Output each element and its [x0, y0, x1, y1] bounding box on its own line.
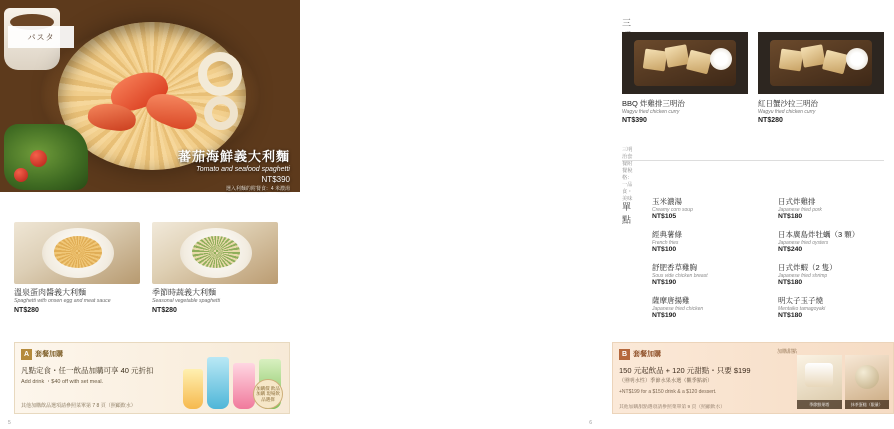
promo-b-line3: +NT$199 for a $150 drink & a $120 dessert.	[619, 389, 717, 395]
item-name-en: Japanese fried oysters	[778, 240, 829, 246]
promo-box-a	[14, 342, 290, 414]
side-bowl	[846, 48, 868, 70]
list-item	[652, 229, 762, 253]
promo-b-title: 套餐加購	[633, 351, 661, 358]
category-tab-pasta	[8, 26, 74, 48]
pasta-dish-list	[14, 222, 290, 314]
hero-name-en: Tomato and seafood spaghetti	[196, 166, 290, 173]
item-name-en: Creamy corn soup	[652, 207, 693, 213]
combo-name-en: Wagyu fried chicken curry	[758, 109, 816, 115]
item-name-zh: 日本廣島炸牡蠣（3 顆）	[778, 230, 860, 239]
category-tab-label: パスタ	[27, 32, 55, 42]
item-price: NT$180	[778, 213, 803, 220]
item-name-en: Sous vide chicken breast	[652, 273, 708, 279]
promo-a-title: 套餐加購	[35, 351, 63, 358]
sandwich-piece	[643, 49, 668, 72]
item-name-en: Mentaiko tamagoyaki	[778, 306, 826, 312]
hero-price: NT$390	[261, 175, 290, 184]
section-title-single-items: 單點	[622, 202, 634, 225]
combo-note: 三明治套餐附餐稅格：一品食・美味	[622, 147, 633, 202]
promo-a-line1: 凡點定食・任一飲品加購可享 40 元折扣	[21, 366, 154, 375]
squid-ring	[204, 96, 238, 130]
promo-a-stamp: 加購價 飲品加購 現場飲品選擇	[253, 379, 283, 409]
dish-price: NT$280	[14, 306, 39, 314]
item-name-zh: 舒肥香草雞胸	[652, 263, 697, 272]
dish-photo	[152, 222, 278, 284]
dessert-caption: 抹茶蛋糕（限量）	[845, 400, 890, 409]
item-name-zh: 日式炸蝦（2 隻）	[778, 263, 837, 272]
hero-note: 選入利麵的附餐食：4 米濃湯	[225, 186, 290, 192]
section-divider	[622, 160, 884, 161]
sandwich-piece	[800, 44, 825, 68]
list-item	[652, 295, 762, 319]
squid-ring	[198, 52, 242, 96]
item-price: NT$190	[652, 279, 677, 286]
sandwich-piece	[779, 49, 804, 72]
list-item	[778, 196, 888, 220]
combo-price: NT$280	[758, 117, 783, 124]
dish-name-en: Seasonal vegetable spaghetti	[152, 298, 221, 304]
promo-b-line2: （照明水性）季節水果水選（觀季點新）	[619, 378, 713, 384]
combo-photo	[758, 32, 884, 94]
drink-glass	[207, 357, 229, 409]
list-item	[778, 229, 888, 253]
list-item	[14, 222, 140, 314]
dish-name-zh: 溫泉蛋肉醬義大利麵	[14, 288, 86, 297]
combo-name-zh: 紅日蟹沙拉三明治	[758, 99, 818, 108]
item-name-zh: 薩摩唐揚雞	[652, 296, 690, 305]
item-price: NT$180	[778, 312, 803, 319]
cake-shape	[805, 363, 833, 387]
promo-b-footer: 其他加購甜點選項請參照菜單第 9 頁（照顧飲水）	[619, 405, 726, 410]
list-item	[778, 262, 888, 286]
item-price: NT$100	[652, 246, 677, 253]
list-item	[652, 262, 762, 286]
item-name-en: Japanese fried shrimp	[778, 273, 828, 279]
hero-caption	[178, 146, 290, 184]
item-name-en: Japanese fried chicken	[652, 306, 704, 312]
section-title-sandwich-sets: 三	[622, 18, 634, 28]
pasta-portion	[54, 236, 102, 268]
list-item	[622, 32, 748, 124]
item-name-en: Japanese fried pork	[778, 207, 822, 213]
list-item	[758, 32, 884, 124]
combo-price: NT$390	[622, 117, 647, 124]
promo-badge-b: B	[619, 349, 630, 360]
list-item	[152, 222, 278, 314]
promo-a-line2: Add drink ・$40 off with set meal.	[21, 379, 104, 385]
combo-name-en: Wagyu fried chicken curry	[622, 109, 680, 115]
tomato-garnish	[14, 168, 28, 182]
hero-name-zh: 蕃茄海鮮義大利麵	[177, 149, 290, 164]
item-name-zh: 經典薯條	[652, 230, 682, 239]
dish-photo	[14, 222, 140, 284]
promo-badge-a: A	[21, 349, 32, 360]
dish-price: NT$280	[152, 306, 177, 314]
tomato-garnish	[30, 150, 47, 167]
item-name-zh: 日式炸雞排	[778, 197, 816, 206]
hero-photo-pasta	[0, 0, 300, 192]
promo-b-line1: 150 元起飲品 + 120 元甜點・只要 $199	[619, 366, 751, 375]
page-number-right: 6	[589, 420, 592, 426]
dessert-photo	[797, 355, 842, 409]
dish-name-zh: 季節時蔬義大利麵	[152, 288, 216, 297]
promo-a-footer: 其他加購飲品選項請參照菜單第 7 8 頁（照顧飲水）	[21, 403, 136, 409]
list-item	[652, 196, 762, 220]
combo-name-zh: BBQ 炸雞排三明治	[622, 99, 685, 108]
item-price: NT$240	[778, 246, 803, 253]
dessert-photos	[797, 355, 889, 409]
item-price: NT$180	[778, 279, 803, 286]
side-bowl	[710, 48, 732, 70]
page-number-left: 5	[8, 420, 11, 426]
item-price: NT$105	[652, 213, 677, 220]
scoop-shape	[855, 365, 879, 389]
right-page	[300, 0, 883, 429]
item-price: NT$190	[652, 312, 677, 319]
drink-glass	[233, 363, 255, 409]
promo-box-b	[612, 342, 894, 414]
item-name-zh: 玉米濃湯	[652, 197, 682, 206]
dessert-photo	[845, 355, 890, 409]
item-name-en: French fries	[652, 240, 679, 246]
dessert-caption: 季節鮮果塔	[797, 400, 842, 409]
drink-glass	[183, 369, 203, 409]
sandwich-set-list	[622, 32, 884, 124]
combo-photo	[622, 32, 748, 94]
pasta-portion	[192, 236, 240, 268]
dessert-label: 加購甜點	[776, 349, 797, 355]
single-item-grid	[652, 196, 888, 319]
list-item	[778, 295, 888, 319]
dish-name-en: Spaghetti with onsen egg and meat sauce	[14, 298, 111, 304]
left-page	[0, 0, 300, 429]
sandwich-piece	[664, 44, 689, 68]
item-name-zh: 明太子玉子燒	[778, 296, 823, 305]
